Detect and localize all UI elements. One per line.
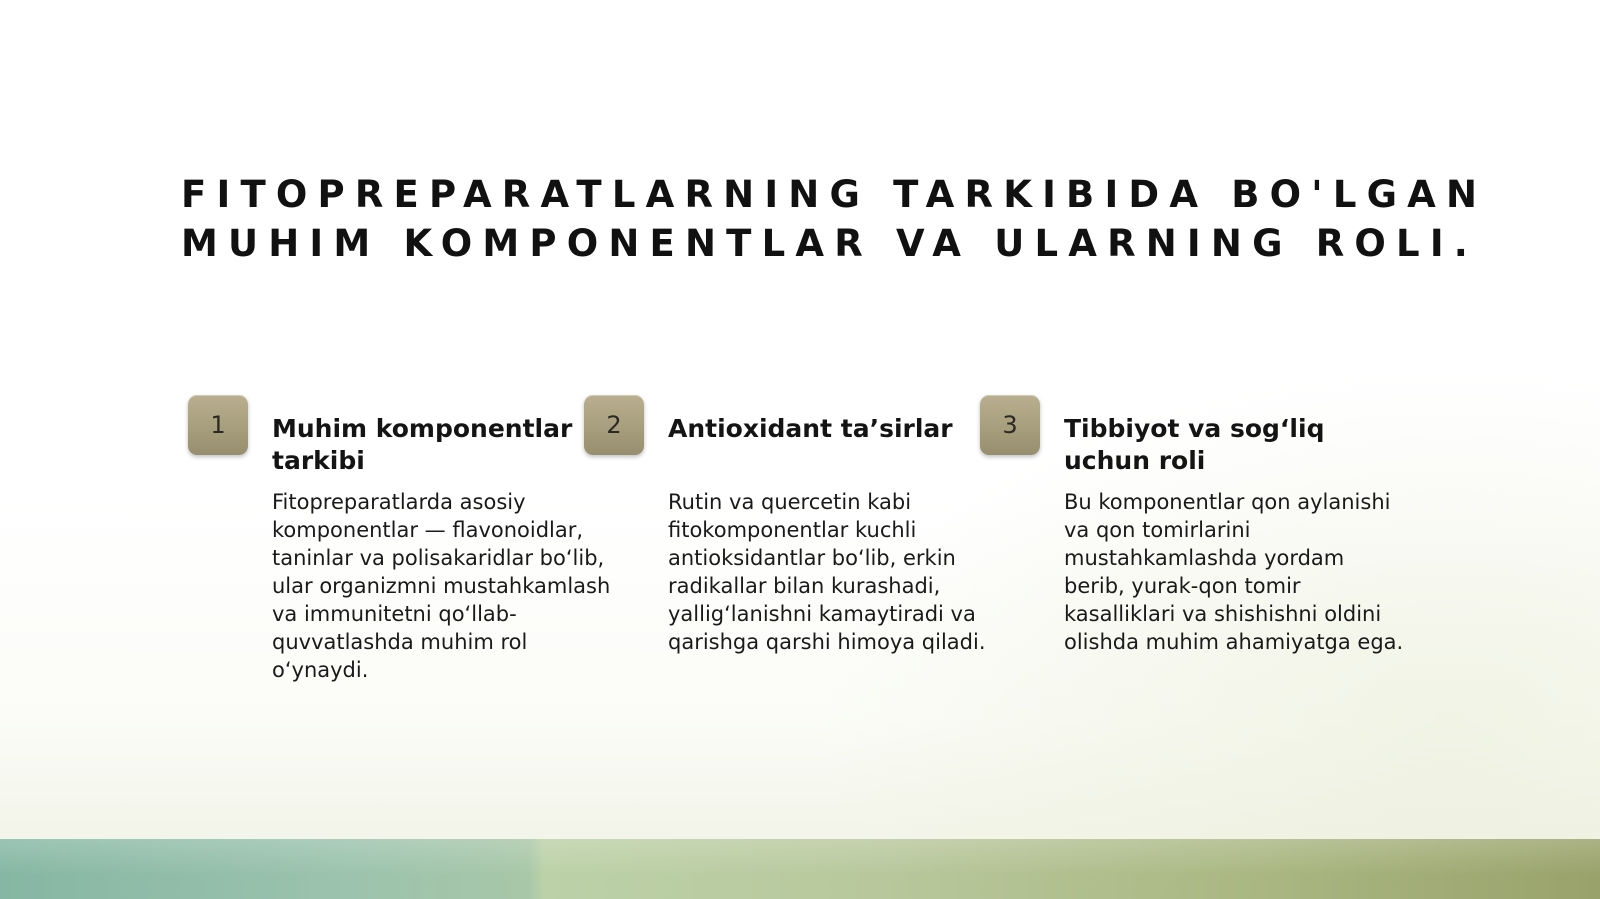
slide-title — [181, 170, 1581, 268]
number-badge-3: 3 — [980, 395, 1040, 455]
item-text-2: Rutin va quercetin kabi fitokomponentlar kuchli antioksidantlar bo‘lib, erkin radikallar bilan kurashadi, yallig‘lanishni kamaytiradi va qarishga qarshi himoya qiladi. — [668, 490, 986, 654]
item-title-2: Antioxidant ta’sirlar — [668, 414, 953, 443]
number-badge-2: 2 — [584, 395, 644, 455]
item-title-3: Tibbiyot va sog‘liq uchun roli — [1064, 414, 1325, 475]
slide-title-line-1: FITOPREPARATLARNING TARKIBIDA BO'LGAN — [181, 173, 1488, 216]
number-badge-1: 1 — [188, 395, 248, 455]
slide-title-line-2: MUHIM KOMPONENTLAR VA ULARNING ROLI. — [181, 222, 1479, 265]
item-text-3: Bu komponentlar qon aylanishi va qon tomirlarini mustahkamlashda yordam berib, yurak-qon tomir kasalliklari va shishishni oldini olishda muhim ahamiyatga ega. — [1064, 490, 1404, 654]
item-title-1: Muhim komponentlar tarkibi — [272, 414, 573, 475]
decorative-bottom-band — [0, 839, 1600, 899]
item-text-1: Fitopreparatlarda asosiy komponentlar — flavonoidlar, taninlar va polisakaridlar bo‘lib, ular organizmni mustahkamlash va immunitetni qo‘llab-quvvatlashda muhim rol o‘ynaydi. — [272, 490, 611, 682]
